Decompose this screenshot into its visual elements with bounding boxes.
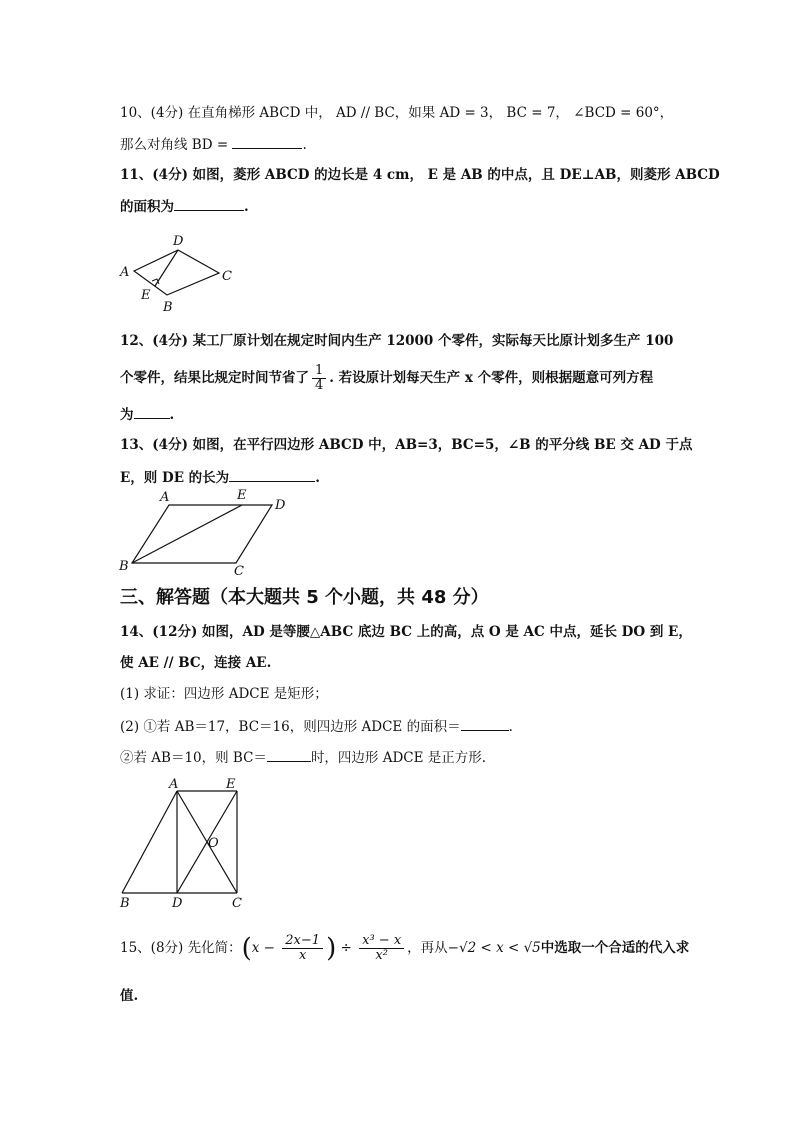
q14-part2b-suffix: 时，四边形 ADCE 是正方形. [310,750,487,766]
q13-answer-blank[interactable] [229,467,315,482]
label-e: E [141,288,151,303]
label-c: C [234,564,244,578]
q11-answer-blank[interactable] [174,196,244,211]
q14-part2b [120,747,486,768]
q14-line1: 14、(12分) 如图，AD 是等腰△ABC 底边 BC 上的高，点 O 是 AC 中点，延长 DO 到 E， [120,624,692,640]
frac2-denominator: x² [375,948,388,963]
q14-part2a [120,716,513,737]
q14-part1: (1) 求证：四边形 ADCE 是矩形； [120,686,328,702]
q12-line2-suffix: . 若设原计划每天生产 x 个零件，则根据题意可列方程 [329,370,654,386]
q10-line2 [120,134,307,155]
q10-answer-blank[interactable] [232,134,302,149]
q15-prefix: 15、(8分) 先化简： [120,940,242,956]
q11-line2 [120,196,249,217]
fraction-x3-x-over-x2 [359,934,404,963]
q12-line3 [120,404,174,425]
q15-range: −√2 < x < √5 [447,940,541,956]
q15-line2: 值. [120,988,139,1004]
q13-line2-suffix: . [315,470,320,486]
expr-minus: − [263,940,275,956]
q12-line2-prefix: 个零件，结果比规定时间节省了 [120,370,309,386]
q14-bc-blank[interactable] [267,747,311,762]
bisector-be [132,505,242,563]
frac2-numerator: x³ − x [359,934,404,949]
rectangle-triangle-figure [112,776,252,911]
q13-line2 [120,467,320,488]
q14-part2a-prefix: (2) ①若 AB＝17，BC＝16，则四边形 ADCE 的面积＝ [120,719,461,735]
label-e: E [226,777,236,792]
q14-line2: 使 AE // BC，连接 AE. [120,655,272,671]
label-d: D [275,498,286,513]
frac1-numerator: 2x−1 [282,934,323,949]
expr-divide: ÷ [340,940,352,956]
q13-line1: 13、(4分) 如图，在平行四边形 ABCD 中，AB=3，BC=5，∠B 的平分线 BE 交 AD 于点 [120,437,693,453]
q10-line2-suffix: . [302,137,307,153]
right-angle-mark [152,279,159,284]
frac1-denominator: x [299,948,307,963]
label-d: D [173,234,184,249]
q12-line3-prefix: 为 [120,407,134,423]
q11-line2-prefix: 的面积为 [120,199,174,215]
frac-numerator: 1 [312,364,326,379]
q15-middle: ，再从 [407,940,448,956]
q12-answer-blank[interactable] [134,404,170,419]
label-d: D [172,896,183,911]
q10-line2-prefix: 那么对角线 BD = [120,137,233,153]
label-b: B [119,559,129,574]
label-c: C [232,896,242,911]
q11-line1: 11、(4分) 如图，菱形 ABCD 的边长是 4 cm， E 是 AB 的中点，且 DE⊥AB，则菱形 ABCD [120,167,720,183]
q15-suffix: 中选取一个合适的代入求 [540,940,690,956]
left-paren: ( [241,933,252,964]
label-a: A [120,265,130,280]
label-e: E [237,488,247,503]
frac-denominator: 4 [315,378,324,393]
label-b: B [163,300,173,315]
q15-line1 [120,928,689,969]
label-b: B [120,896,130,911]
label-o: O [208,836,219,851]
fraction-2x-1-over-x [282,934,323,963]
q14-area-blank[interactable] [461,716,509,731]
right-paren: ) [326,933,337,964]
parallelogram-figure [112,488,297,578]
fraction-one-quarter [312,364,326,393]
q12-line1: 12、(4分) 某工厂原计划在规定时间内生产 12000 个零件，实际每天比原计划多生产 100 [120,333,674,349]
q10-line1: 10、(4分) 在直角梯形 ABCD 中， AD // BC，如果 AD = 3， BC = 7， ∠BCD = 60°， [120,105,674,121]
rhombus-figure [115,228,245,318]
q11-line2-suffix: . [244,199,249,215]
q12-line2 [120,360,653,396]
q14-part2a-suffix: . [508,719,513,735]
section-heading: 三、解答题（本大题共 5 个小题，共 48 分） [120,587,489,608]
label-c: C [222,269,232,284]
label-a: A [169,777,179,792]
q12-line3-suffix: . [169,407,175,423]
label-a: A [160,490,170,505]
q13-line2-prefix: E，则 DE 的长为 [120,470,230,486]
q14-part2b-prefix: ②若 AB＝10，则 BC＝ [120,750,267,766]
expr-x: x [251,940,260,956]
segment-ab [122,791,177,893]
parallelogram-shape [132,505,272,563]
